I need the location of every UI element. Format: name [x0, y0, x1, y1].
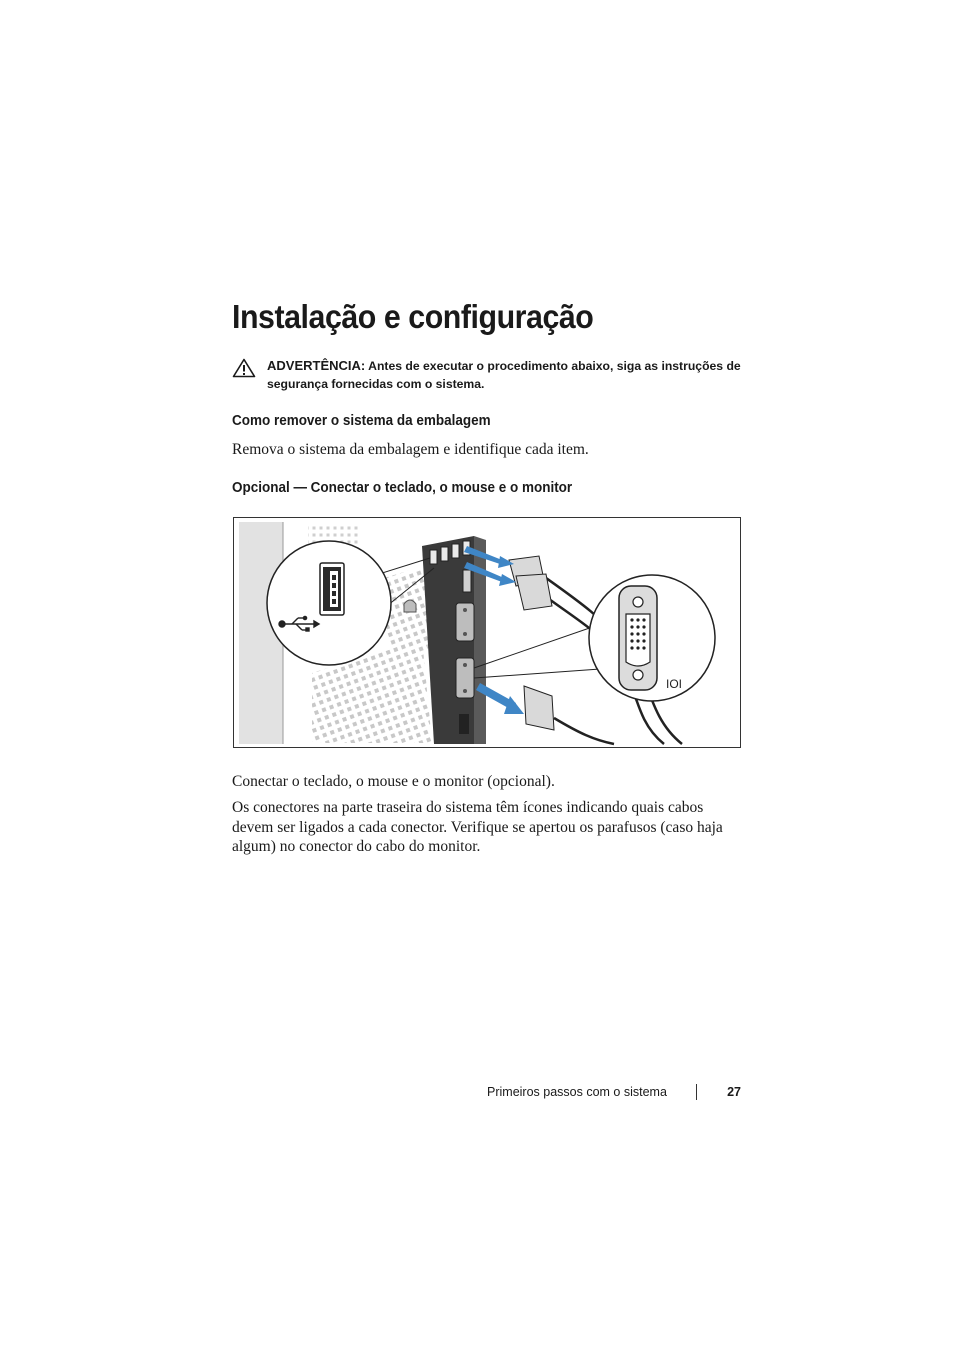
section-body-remove-packaging: Remova o sistema da embalagem e identifique cada item. — [232, 441, 589, 458]
section-heading-connect-peripherals: Opcional — Conectar o teclado, o mouse e o monitor — [232, 480, 573, 496]
footer-title: Primeiros passos com o sistema — [487, 1085, 667, 1099]
connection-illustration-svg — [234, 518, 740, 747]
vga-port-closeup — [619, 586, 657, 690]
warning-label: ADVERTÊNCIA: — [267, 358, 366, 373]
paragraph-connector-icons: Os conectores na parte traseira do sistema têm ícones indicando quais cabos devem ser ligados a cada conector. Verifique se apertou os parafusos (caso haja algum) no conector do cabo do monitor. — [232, 799, 723, 855]
warning-text: Antes de executar o procedimento abaixo, siga as instruções de segurança fornecidas com o sistema. — [267, 359, 741, 391]
usb-port-closeup — [320, 563, 344, 615]
warning-triangle-icon — [232, 358, 256, 378]
footer-separator — [696, 1084, 697, 1100]
section-heading-remove-packaging: Como remover o sistema da embalagem — [232, 413, 491, 429]
page-number: 27 — [727, 1085, 741, 1099]
video-port-icon: IOI — [666, 677, 683, 691]
connection-illustration — [233, 517, 741, 748]
page-title: Instalação e configuração — [232, 298, 594, 335]
paragraph-connect-optional: Conectar o teclado, o mouse e o monitor (opcional). — [232, 773, 555, 790]
